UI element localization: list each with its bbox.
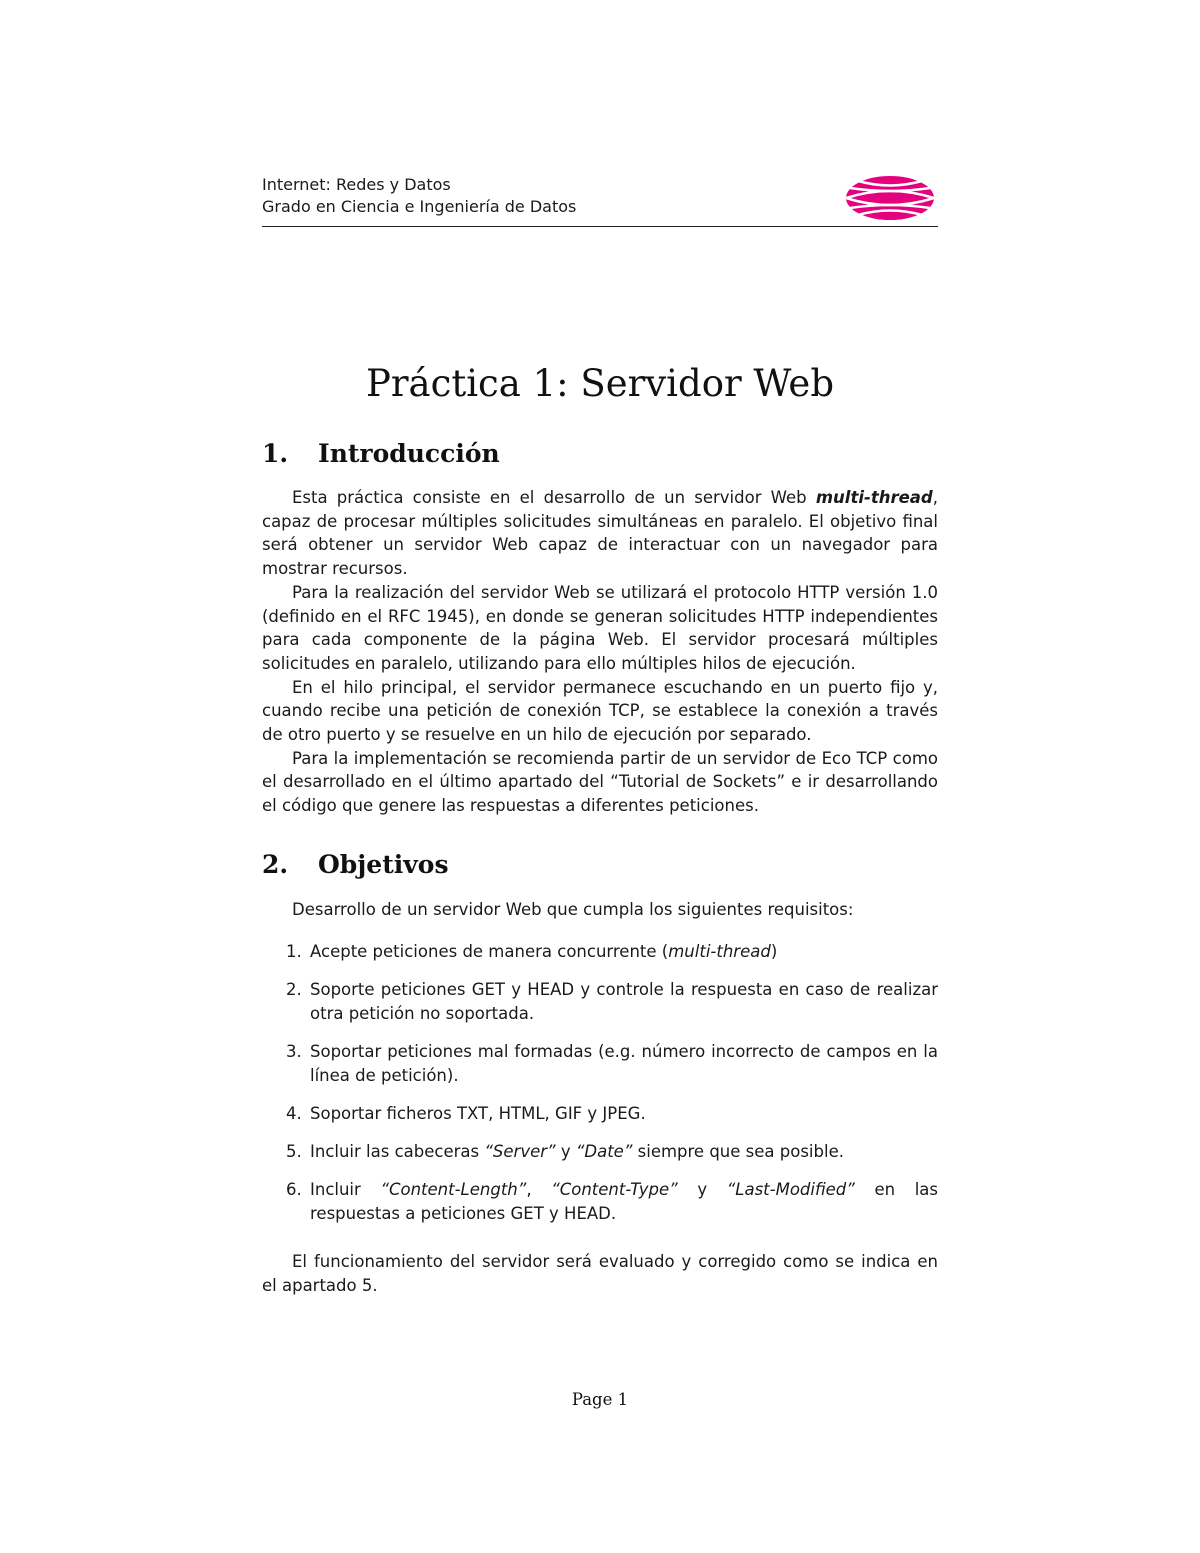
paragraph-text: Esta práctica consiste en el desarrollo de un servidor Web	[292, 488, 816, 507]
item-text: Soportar ficheros TXT, HTML, GIF y JPEG.	[310, 1104, 646, 1124]
section-heading-introduccion	[262, 437, 938, 471]
item-text: Acepte peticiones de manera concurrente (	[310, 942, 669, 961]
page-number: Page 1	[571, 1390, 629, 1409]
course-name: Internet: Redes y Datos	[262, 175, 451, 194]
item-emphasis: “Date”	[575, 1142, 633, 1162]
section-heading-objetivos	[262, 848, 938, 882]
paragraph	[262, 486, 938, 581]
section-title: Introducción	[318, 439, 500, 468]
list-item	[262, 1040, 938, 1087]
item-text: y	[677, 1180, 727, 1200]
list-item	[262, 1102, 938, 1126]
list-item	[262, 1178, 938, 1225]
list-item	[262, 978, 938, 1025]
item-text: Incluir	[310, 1180, 381, 1200]
emphasized-term: multi-thread	[815, 488, 933, 507]
university-logo-icon	[844, 174, 936, 222]
list-number: 6.	[286, 1180, 302, 1200]
list-number: 2.	[286, 980, 302, 1000]
item-text: siempre que sea posible.	[632, 1142, 844, 1162]
degree-name: Grado en Ciencia e Ingeniería de Datos	[262, 197, 577, 216]
page-header	[262, 174, 938, 227]
list-item	[262, 940, 938, 964]
item-text: ,	[526, 1180, 552, 1200]
list-item	[262, 1140, 938, 1164]
section-number: 2.	[262, 850, 289, 879]
introduction-body	[262, 486, 938, 818]
list-number: 4.	[286, 1104, 302, 1124]
section-number: 1.	[262, 439, 289, 468]
item-emphasis: “Server”	[484, 1142, 556, 1162]
objectives-intro	[262, 898, 938, 922]
paragraph: Para la implementación se recomienda partir de un servidor de Eco TCP como el desarrollado en el último apartado del “Tutorial de Sockets” e ir desarrollando el código que genere las respuestas a diferentes peticiones.	[262, 748, 938, 816]
paragraph: En el hilo principal, el servidor permanece escuchando en un puerto fijo y, cuando recibe una petición de conexión TCP, se establece la conexión a través de otro puerto y se resuelve en un hilo de ejecución por separado.	[262, 677, 938, 745]
paragraph: Para la realización del servidor Web se utilizará el protocolo HTTP versión 1.0 (definido en el RFC 1945), en donde se generan solicitudes HTTP independientes para cada componente de la página Web. El servidor procesará múltiples solicitudes en paralelo, utilizando para ello múltiples hilos de ejecución.	[262, 582, 938, 673]
item-emphasis: multi-thread	[668, 942, 771, 961]
requirements-list	[262, 940, 938, 1240]
paragraph: Desarrollo de un servidor Web que cumpla los siguientes requisitos:	[292, 900, 854, 919]
list-number: 3.	[286, 1042, 302, 1062]
document-title: Práctica 1: Servidor Web	[365, 362, 835, 405]
item-text: Incluir las cabeceras	[310, 1142, 485, 1162]
item-text: y	[555, 1142, 576, 1162]
paragraph-text: , capaz de procesar múltiples solicitudes simultáneas en paralelo. El objetivo final será obtener un servidor Web capaz de interactuar con un navegador para mostrar recursos.	[262, 488, 938, 579]
list-number: 1.	[286, 942, 302, 961]
section-title: Objetivos	[318, 850, 449, 879]
item-text: Soportar peticiones mal formadas (e.g. número incorrecto de campos en la línea de petición).	[310, 1042, 938, 1085]
list-number: 5.	[286, 1142, 302, 1162]
item-text: en las respuestas a peticiones GET y HEAD.	[310, 1180, 938, 1224]
paragraph: El funcionamiento del servidor será evaluado y corregido como se indica en el apartado 5.	[262, 1252, 938, 1295]
item-emphasis: “Content-Length”	[380, 1180, 527, 1200]
item-emphasis: “Content-Type”	[551, 1180, 678, 1200]
item-text: )	[770, 942, 778, 961]
objectives-closing	[262, 1250, 938, 1297]
item-emphasis: “Last-Modified”	[726, 1180, 855, 1200]
item-text: Soporte peticiones GET y HEAD y controle la respuesta en caso de realizar otra petición no soportada.	[310, 980, 938, 1023]
